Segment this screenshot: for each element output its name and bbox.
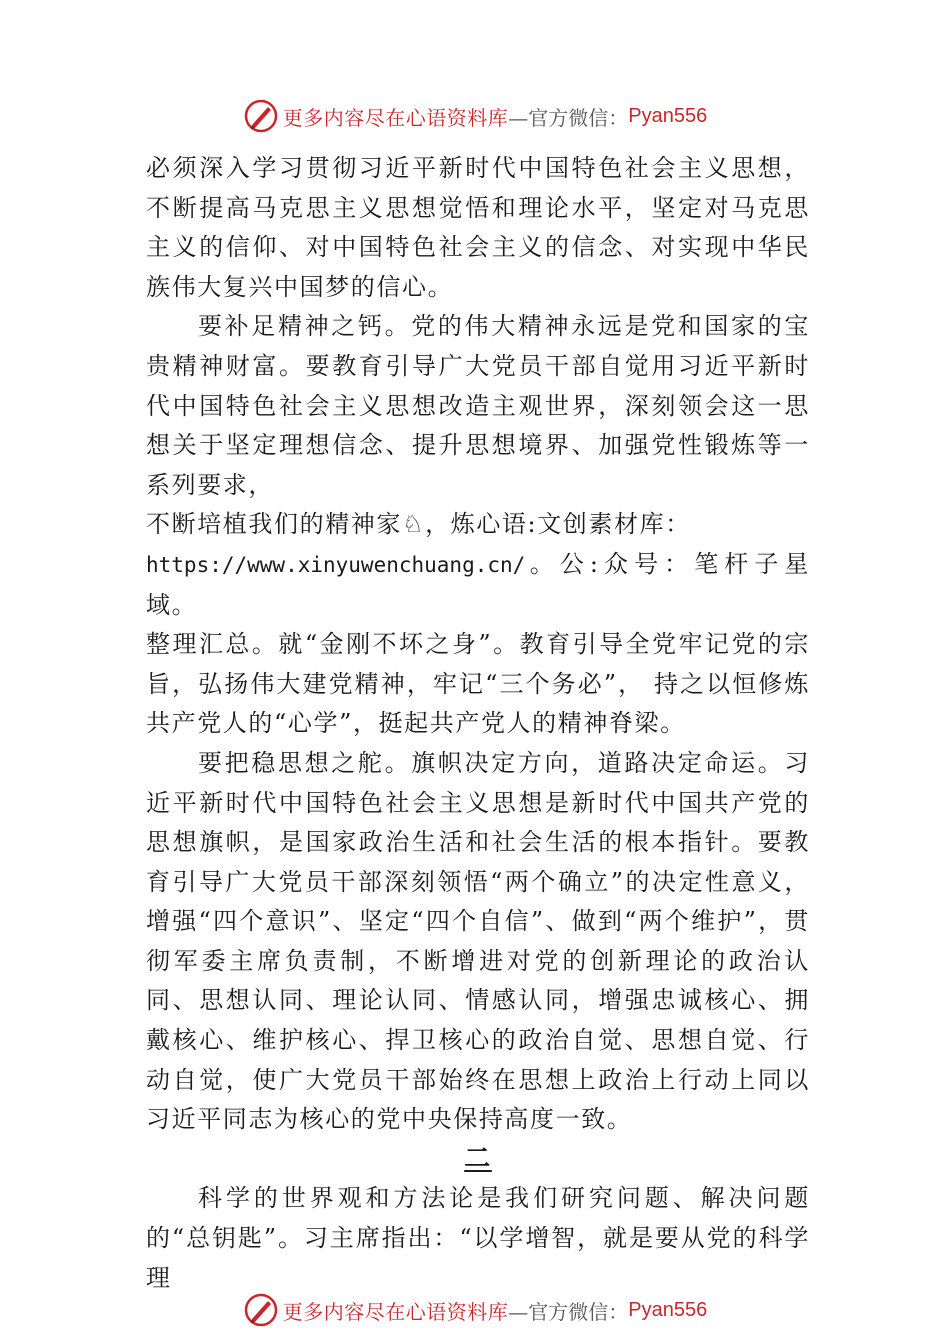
paragraph-2-continuation: 整理汇总。就“金刚不坏之身”。教育引导全党牢记党的宗旨，弘扬伟大建党精神，牢记“三个务必”， 持之以恒修炼共产党人的“心学”，挺起共产党人的精神脊梁。 — [146, 630, 810, 738]
url-line-rest: 。公:众号：笔杆子星域。 — [146, 549, 810, 619]
paragraph-1: 必须深入学习贯彻习近平新时代中国特色社会主义思想，不断提高马克思主义思想觉悟和理论水平，坚定对马克思主义的信仰、对中国特色社会主义的信念、对实现中华民族伟大复兴中国梦的信心。 — [146, 154, 810, 301]
paragraph-3: 要把稳思想之舵。旗帜决定方向，道路决定命运。习近平新时代中国特色社会主义思想是新时代中国共产党的思想旗帜，是国家政治生活和社会生活的根本指针。要教育引导广大党员干部深刻领悟“两个确立”的决定性意义，增强“四个意识”、坚定“四个自信”、做到“两个维护”，贯彻军委主席负责制，不断增进对党的创新理论的政治认同、思想认同、理论认同、情感认同，增强忠诚核心、拥戴核心、维护核心、捍卫核心的政治自觉、思想自觉、行动自觉，使广大党员干部始终在思想上政治上行动上同以习近平同志为核心的党中央保持高度一致。 — [146, 748, 810, 1134]
banner-wechat-label: —官方微信： — [508, 105, 629, 130]
paragraph-2: 要补足精神之钙。党的伟大精神永远是党和国家的宝贵精神财富。要教育引导广大党员干部自觉用习近平新时代中国特色社会主义思想改造主观世界，深刻领会这一思想关于坚定理想信念、提升思想境界、加强党性锻炼等一系列要求， — [146, 312, 810, 499]
header-banner — [0, 96, 950, 136]
pen-logo-icon — [243, 98, 279, 134]
footer-banner-wechat-label: —官方微信： — [508, 1299, 629, 1324]
footer-banner — [0, 1290, 950, 1330]
banner-wechat-id: Pyan556 — [628, 104, 708, 127]
banner-title: 更多内容尽在心语资料库 — [282, 105, 509, 130]
source-url: https://www.xinyuwenchuang.cn/ — [146, 552, 526, 577]
document-body — [146, 149, 810, 1298]
pen-logo-icon — [243, 1292, 279, 1328]
url-line — [146, 545, 810, 625]
footer-banner-wechat-id: Pyan556 — [628, 1298, 708, 1321]
footer-banner-title: 更多内容尽在心语资料库 — [282, 1299, 509, 1324]
paragraph-4: 科学的世界观和方法论是我们研究问题、解决问题的“总钥匙”。习主席指出：“以学增智，就是要从党的科学理 — [146, 1184, 810, 1292]
watermark-line: 不断培植我们的精神家♘，炼心语:文创素材库： — [146, 510, 691, 539]
section-heading: 二 — [464, 1143, 492, 1174]
